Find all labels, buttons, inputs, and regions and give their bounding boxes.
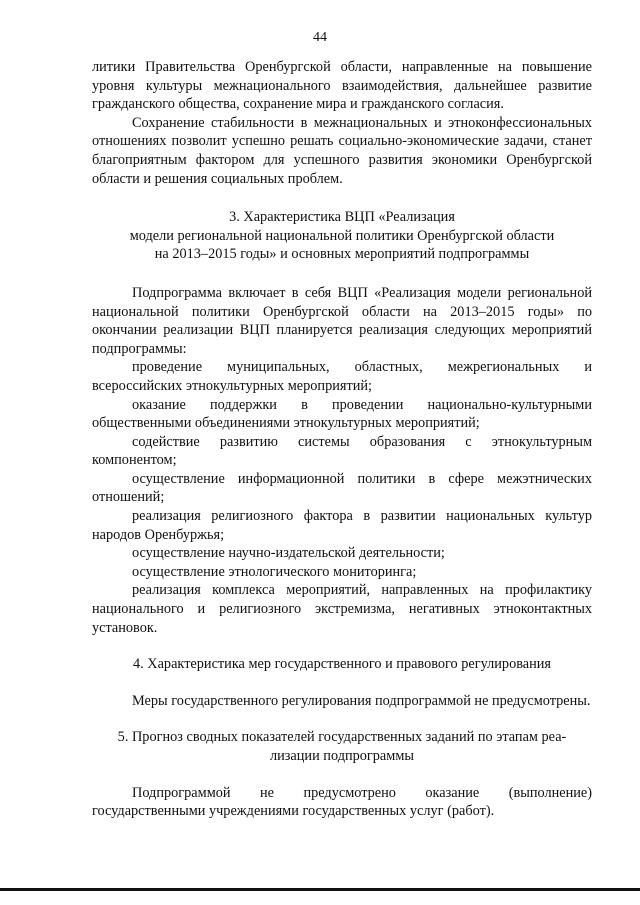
section-3-item: осуществление научно-издательской деятельности; — [132, 545, 445, 562]
section-3-item: осуществление информационной политики в сфере межэтнических отношений; — [92, 470, 592, 506]
section-3-item: содействие развитию системы образования с этнокультурным компонентом; — [92, 433, 592, 469]
paragraph-continuation: литики Правительства Оренбургской области, направленные на повышение уровня культуры межнационального взаимодействия, дальнейшее развитие гражданского общества, сохранение мира и гражданского согласия. — [92, 59, 592, 113]
section-5-heading-line-1: 5. Прогноз сводных показателей государственных заданий по этапам реа- — [117, 729, 567, 746]
section-5-heading-line-2: лизации подпрограммы — [270, 748, 414, 764]
section-4-text: Меры государственного регулирования подпрограммой не предусмотрены. — [132, 692, 591, 709]
section-5-text: Подпрограммой не предусмотрено оказание (выполнение) государственными учреждениями государственных услуг (работ). — [92, 784, 592, 820]
section-3-item: осуществление этнологического мониторинга; — [132, 563, 417, 580]
section-3-item: проведение муниципальных, областных, межрегиональных и всероссийских этнокультурных мероприятий; — [92, 359, 592, 394]
bottom-divider — [0, 888, 640, 891]
section-3-item: оказание поддержки в проведении национально-культурными общественными объединениями этнокультурных мероприятий; — [92, 396, 592, 432]
section-4-heading: 4. Характеристика мер государственного и правового регулирования — [132, 656, 552, 673]
section-3-heading-line-2: модели региональной национальной политики Оренбургской области — [129, 227, 555, 244]
section-3-heading-line-3: на 2013–2015 годы» и основных мероприятий подпрограммы — [154, 246, 530, 263]
document-body — [92, 58, 592, 821]
paragraph-stability: Сохранение стабильности в межнациональных и этноконфессиональных отношениях позволит успешно решать социально-экономические задачи, станет благоприятным фактором для успешного развития экономики Оренбургской области и решения социальных проблем. — [92, 114, 592, 187]
page-number: 44 — [313, 30, 327, 45]
section-3-item: реализация религиозного фактора в развитии национальных культур народов Оренбуржья; — [92, 508, 592, 543]
section-3-item: реализация комплекса мероприятий, направленных на профилактику национального и религиозного экстремизма, негативных этноконтактных установок. — [92, 582, 592, 636]
section-3-intro: Подпрограмма включает в себя ВЦП «Реализация модели региональной национальной политики Оренбургской области на 2013–2015 годы» по окончании реализации ВЦП планируется реализация следующих мероприятий подпрограммы: — [92, 284, 592, 357]
section-3-heading-line-1: 3. Характеристика ВЦП «Реализация — [229, 209, 455, 226]
